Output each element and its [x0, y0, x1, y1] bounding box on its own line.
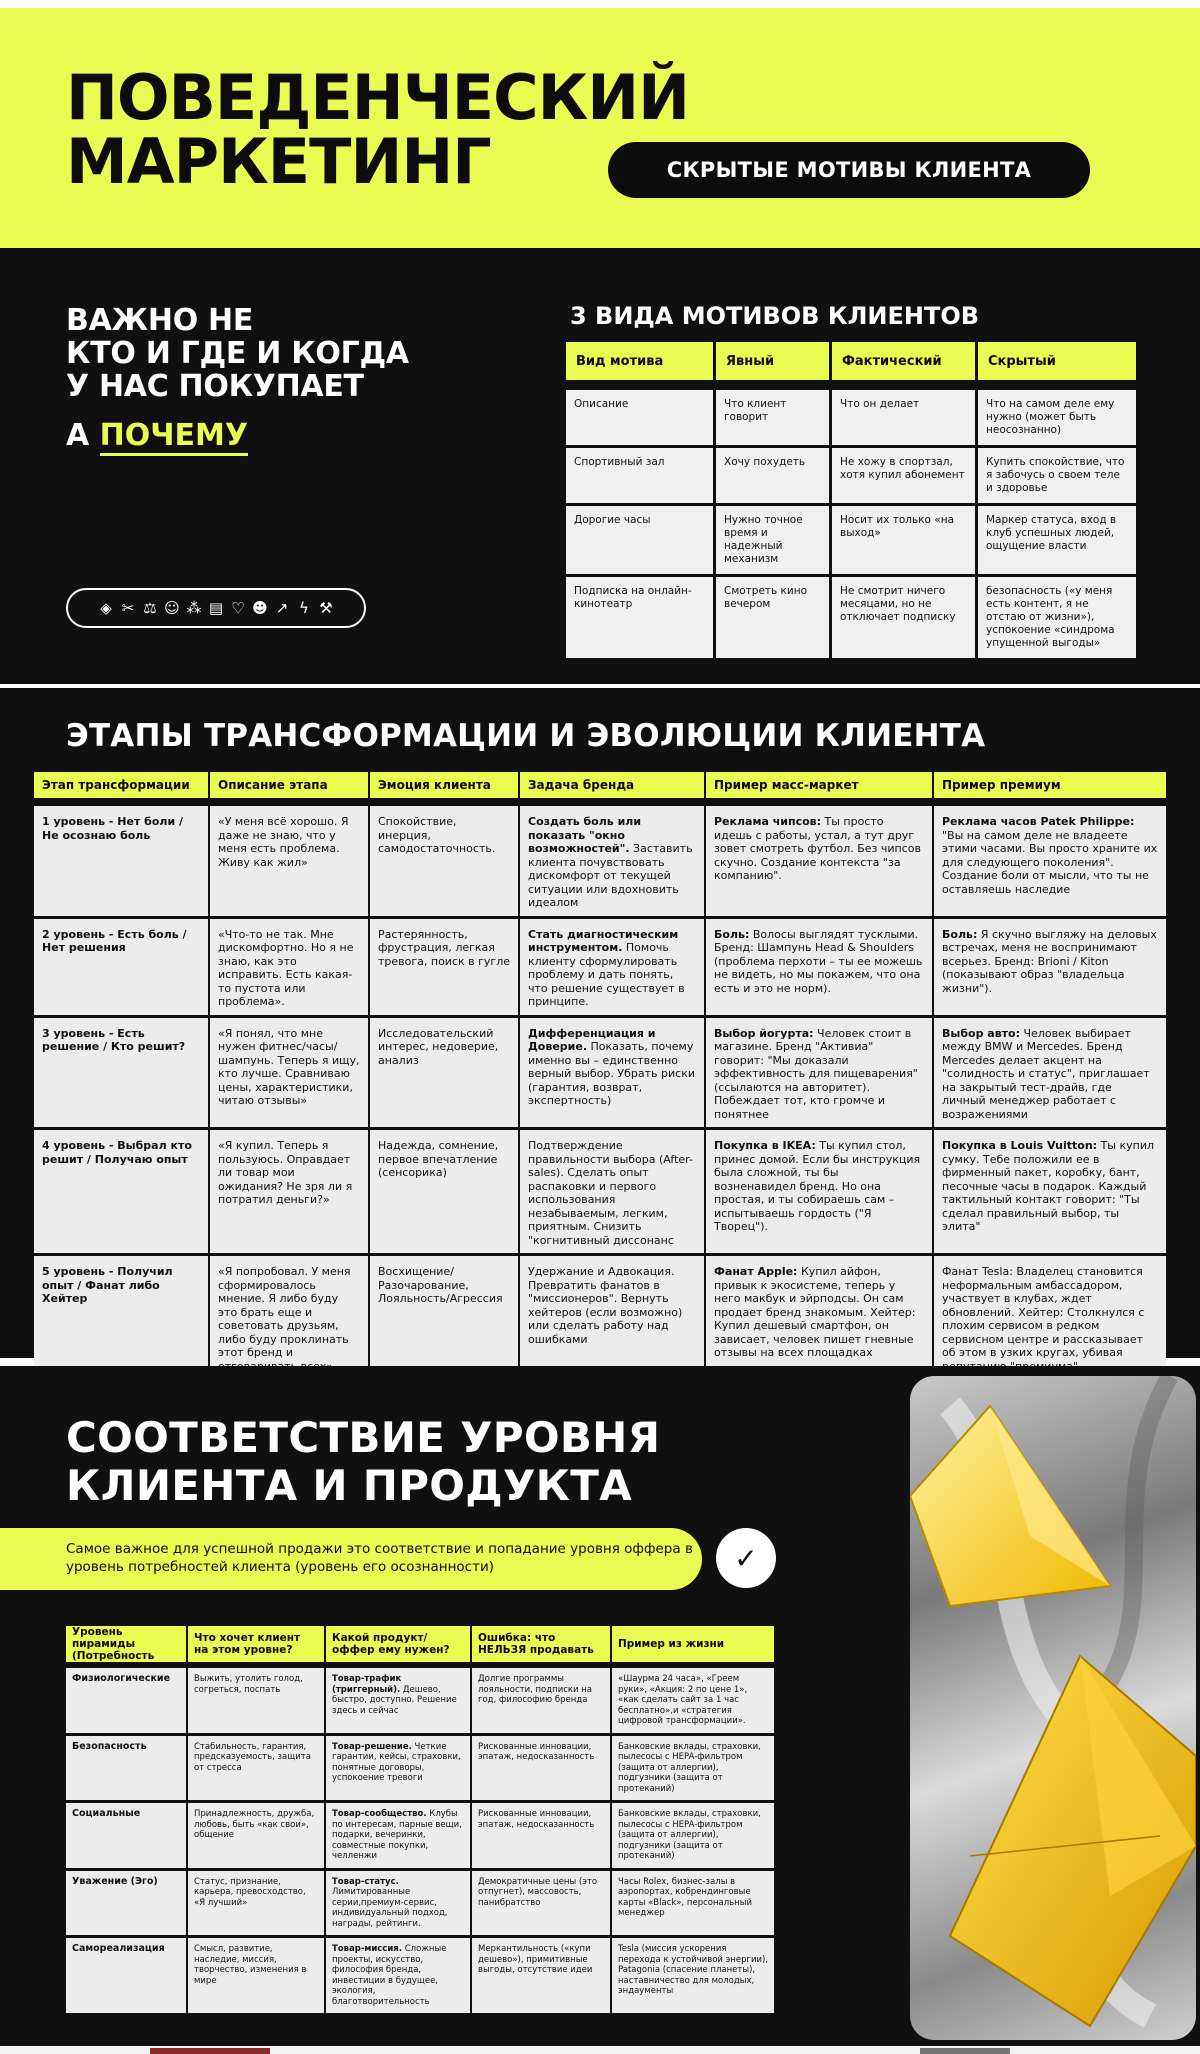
brand-task-cell — [520, 919, 706, 1018]
product-offer-text: Сложные проекты, искусство, философия бренда, инвестиции в будущее, экология, благотворительность — [332, 1944, 447, 2007]
stage-name-cell — [34, 919, 210, 1018]
mass-example-cell-text: Человек стоит в магазине. Бренд "Активиа" говорит: "Мы доказали эффективность для пищеварения"(ссылаются на авторитет). Побеждает тот, кто громче и понятнее — [714, 1026, 918, 1121]
table-cell: Описание — [566, 380, 716, 445]
table-row — [66, 1803, 774, 1871]
table-cell: Хочу похудеть — [716, 445, 832, 503]
motives-table-header — [566, 342, 1136, 380]
table-row — [34, 806, 1166, 919]
motives-section — [0, 248, 1200, 684]
brand-task-cell — [520, 1018, 706, 1131]
table-row — [566, 574, 1136, 658]
table-row — [566, 503, 1136, 574]
match-title-line-2: КЛИЕНТА И ПРОДУКТА — [66, 1461, 633, 1510]
product-offer-text: Четкие гарантии, кейсы, страховки, понятные договоры, успокоение тревоги — [332, 1741, 461, 1783]
premium-example-cell — [934, 1130, 1166, 1256]
stage-description-cell: «У меня всё хорошо. Я даже не знаю, что у меня есть проблема. Живу как жил» — [210, 806, 370, 919]
stages-header-cell: Задача бренда — [520, 772, 706, 806]
life-example-cell: «Шаурма 24 часа», «Греем руки», «Акция: 2 по цене 1», «как сделать сайт за 1 час бесплатно»,и «стратегия цифровой трансформации». — [612, 1668, 774, 1736]
brand-task-cell-text: Заставить клиента почувствовать дискомфорт от текущей ситуации или вдохновить идеалом — [528, 842, 693, 909]
motives-header-cell: Вид мотива — [566, 342, 716, 380]
table-row — [34, 919, 1166, 1018]
mistake-cell: Меркантильность («купи дешево»), примитивные выгоды, отсутствие идеи — [472, 1938, 612, 2016]
stages-header-cell: Эмоция клиента — [370, 772, 520, 806]
product-offer-cell — [326, 1803, 472, 1871]
table-cell: Что он делает — [832, 380, 978, 445]
stage-name-cell — [34, 1130, 210, 1256]
mass-example-cell-lead: Реклама чипсов: — [714, 815, 822, 828]
motives-header-cell: Явный — [716, 342, 832, 380]
stage-emotion-cell: Надежда, сомнение, первое впечатление (сенсорика) — [370, 1130, 520, 1256]
product-offer-text: Дешево, быстро, доступно. Решение здесь и сейчас — [332, 1684, 457, 1716]
product-offer-text: Клубы по интересам, парные вещи, подарки, вечеринки, совместные покупки, челленжи — [332, 1809, 462, 1861]
stage-name: 4 уровень - Выбрал кто решит / Получаю опыт — [42, 1139, 192, 1166]
stages-title: ЭТАПЫ ТРАНСФОРМАЦИИ И ЭВОЛЮЦИИ КЛИЕНТА — [66, 718, 986, 754]
life-example-cell: Банковские вклады, страховки, пылесосы с HEPA-фильтром (защита от аллергии), подгузники (защита от протеканий) — [612, 1736, 774, 1804]
page-title-line-1: ПОВЕДЕНЧЕСКИЙ — [66, 61, 690, 134]
table-row — [566, 380, 1136, 445]
mass-example-cell-lead: Выбор йогурта: — [714, 1026, 814, 1040]
page-title — [66, 61, 690, 198]
product-offer-cell — [326, 1871, 472, 1939]
mass-example-cell-text: Ты просто идешь с работы, устал, а тут друг зовет смотреть футбол. Без чипсов скучно. Создание контекста "за компанию". — [714, 815, 921, 882]
pyramid-icon — [910, 1376, 1196, 2040]
mass-example-cell-text: Купил айфон, привык к экосистеме, теперь у него макбук и эйрподсы. Он сам продает бренд знакомым. Хейтер: Купил дешевый смартфон, он зависает, человек пишет гневные отзывы на всех площадках — [714, 1265, 916, 1359]
pyramid-level-cell: Самореализация — [66, 1938, 188, 2016]
brand-task-cell-text: Подтверждение правильности выбора (After-sales). Сделать опыт распаковки и первого использования незабываемым, легким, приятным. Снизить "когнитивный диссонанс — [528, 1139, 693, 1247]
motives-table — [566, 342, 1136, 658]
mass-example-cell — [706, 806, 934, 919]
table-row — [66, 1736, 774, 1804]
brand-task-cell — [520, 1256, 706, 1382]
mass-example-cell — [706, 1256, 934, 1382]
stages-header-cell: Этап трансформации — [34, 772, 210, 806]
stage-description-cell: «Что-то не так. Мне дискомфортно. Но я не знаю, как это исправить. Есть какая-то пустота или проблема». — [210, 919, 370, 1018]
table-cell: Спортивный зал — [566, 445, 716, 503]
stage-emotion-cell: Спокойствие, инерция, самодостаточность. — [370, 806, 520, 919]
premium-example-cell — [934, 1018, 1166, 1131]
stage-name: 3 уровень - Есть решение / Кто решит? — [42, 1026, 186, 1053]
table-cell: безопасность («у меня есть контент, я не отстаю от жизни»), успокоение «синдрома упущенной выгоды» — [978, 574, 1136, 658]
why-highlight: ПОЧЕМУ — [100, 418, 248, 456]
table-cell: Подписка на онлайн-кинотеатр — [566, 574, 716, 658]
stage-description-cell: «Я понял, что мне нужен фитнес/часы/шампунь. Теперь я ищу, кто лучше. Сравниваю цены, характеристики, читаю отзывы» — [210, 1018, 370, 1131]
mistake-cell: Рискованные инновации, эпатаж, недосказанность — [472, 1736, 612, 1804]
heart-icon: ♡ — [231, 599, 245, 617]
product-offer-lead: Товар-статус. — [332, 1876, 399, 1887]
product-offer-cell — [326, 1938, 472, 2016]
motives-header-cell: Скрытый — [978, 342, 1136, 380]
mass-example-cell-text: Волосы выглядят тусклыми. Бренд: Шампунь Head & Shoulders (проблема перхоти – ты ее можешь не видеть, но мы покажем, что она есть и это не норм). — [714, 927, 923, 995]
mistake-cell: Рискованные инновации, эпатаж, недосказанность — [472, 1803, 612, 1871]
hero-banner — [0, 8, 1200, 248]
client-want-cell: Статус, признание, карьера, превосходство, «Я лучший» — [188, 1871, 326, 1939]
mass-example-cell — [706, 1130, 934, 1256]
premium-example-cell — [934, 1256, 1166, 1382]
why-line — [66, 418, 248, 453]
trend-icon: ↗ — [275, 599, 289, 617]
book-icon: ▤ — [208, 599, 224, 617]
table-row — [66, 1668, 774, 1736]
match-table — [66, 1626, 774, 2016]
premium-example-cell-lead: Боль: — [942, 927, 978, 941]
table-cell: Смотреть кино вечером — [716, 574, 832, 658]
match-table-header — [66, 1626, 774, 1668]
stage-name: 5 уровень - Получил опыт / Фанат либо Хейтер — [42, 1265, 173, 1305]
stage-name-cell — [34, 806, 210, 919]
bottom-strip — [0, 2046, 1200, 2054]
stages-table-header — [34, 772, 1166, 806]
icon-strip — [66, 588, 366, 628]
stage-emotion-cell: Восхищение/ Разочарование, Лояльность/Агрессия — [370, 1256, 520, 1382]
bolt-icon: ϟ — [299, 599, 309, 617]
stage-name-cell — [34, 1018, 210, 1131]
premium-example-cell-text: Фанат Tesla: Владелец становится неформальным амбассадором, участвует в клубах, ждет обновлений. Хейтер: Столкнулся с плохим сервисом в редком сервисном центре и рассказывает об этом в узких кругах, убивая — [942, 1265, 1145, 1359]
bottom-strip-accent — [150, 2048, 270, 2054]
pyramid-level-cell: Безопасность — [66, 1736, 188, 1804]
mass-example-cell-lead: Фанат Apple: — [714, 1265, 798, 1278]
stage-description-cell: «Я попробовал. У меня сформировалось мнение. Я либо буду это брать еще и советовать друзьям, либо буду проклинать этот бренд и — [210, 1256, 370, 1382]
table-cell: Не смотрит ничего месяцами, но не отключает подписку — [832, 574, 978, 658]
diamond-icon: ◈ — [100, 599, 112, 617]
page-title-line-2: МАРКЕТИНГ — [66, 125, 491, 198]
match-header-cell: Какой продукт/оффер ему нужен? — [326, 1626, 472, 1668]
motives-header-cell: Фактический — [832, 342, 978, 380]
why-prefix: А — [66, 418, 90, 453]
stages-section — [0, 688, 1200, 1358]
premium-example-cell — [934, 806, 1166, 919]
subtitle-pill: СКРЫТЫЕ МОТИВЫ КЛИЕНТА — [608, 142, 1090, 198]
table-row — [34, 1256, 1166, 1382]
brand-task-cell — [520, 1130, 706, 1256]
product-offer-lead: Товар-сообщество. — [332, 1809, 427, 1819]
stages-table — [34, 772, 1166, 1382]
pyramid-illustration — [910, 1376, 1196, 2040]
client-want-cell: Стабильность, гарантия, предсказуемость, защита от стресса — [188, 1736, 326, 1804]
nodes-icon: ⁂ — [186, 599, 202, 617]
motives-table-title: 3 ВИДА МОТИВОВ КЛИЕНТОВ — [570, 302, 980, 330]
stages-header-cell: Пример масс-маркет — [706, 772, 934, 806]
brand-task-cell-text: Показать, почему именно вы – единственно верный выбор. Убрать риски (гарантия, возврат, экспертность) — [528, 1040, 695, 1107]
premium-example-cell-text: Ты купил сумку. Тебе положили ее в фирменный пакет, коробку, бант, песочные часы в подарок. Каждый тактильный контакт говорит: "Ты сделал правильный выбор, ты элита" — [942, 1139, 1155, 1233]
table-cell: Купить спокойствие, что я забочусь о своем теле и здоровье — [978, 445, 1136, 503]
stage-emotion-cell: Растерянность, фрустрация, легкая тревога, поиск в гугле — [370, 919, 520, 1018]
product-offer-lead: Товар-миссия. — [332, 1944, 402, 1954]
mass-example-cell-lead: Покупка в IKEA: — [714, 1139, 816, 1152]
match-section — [0, 1366, 1200, 2046]
brand-task-cell — [520, 806, 706, 919]
stage-description-cell: «Я купил. Теперь я пользуюсь. Оправдает ли товар мои ожидания? Не зря ли я потратил деньги?» — [210, 1130, 370, 1256]
brand-task-cell-text: Удержание и Адвокация. Превратить фанатов в "миссионеров". Вернуть хейтеров (если возможно) или сделать работу над ошибками — [528, 1265, 683, 1346]
premium-example-cell-lead: Покупка в Louis Vuitton: — [942, 1139, 1098, 1152]
life-example-cell: Tesla (миссия ускорения перехода к устойчивой энергии), Patagonia (спасение планеты), наставничество для молодых, эндаументы — [612, 1938, 774, 2016]
stage-name: 1 уровень - Нет боли / Не осознаю боль — [42, 815, 184, 842]
life-example-cell: Часы Rolex, бизнес-залы в аэропортах, кобрендинговые карты «Black», персональный менеджер — [612, 1871, 774, 1939]
match-header-cell: Ошибка: что НЕЛЬЗЯ продавать — [472, 1626, 612, 1668]
match-header-cell: Уровень пирамиды (Потребность — [66, 1626, 188, 1668]
table-cell: Что клиент говорит — [716, 380, 832, 445]
mistake-cell: Долгие программы лояльности, подписки на год, философию бренда — [472, 1668, 612, 1736]
product-offer-lead: Товар-решение. — [332, 1741, 412, 1752]
match-title — [66, 1414, 660, 1510]
slogan-line-3: У НАС ПОКУПАЕТ — [66, 369, 364, 404]
client-want-cell: Выжить, утолить голод, согреться, поспать — [188, 1668, 326, 1736]
brand-task-cell-text: Помочь клиенту сформулировать проблему и дать понять, что решение существует в принципе. — [528, 941, 685, 1008]
table-cell: Дорогие часы — [566, 503, 716, 574]
match-title-line-1: СООТВЕТСТВИЕ УРОВНЯ — [66, 1413, 661, 1462]
table-row — [34, 1130, 1166, 1256]
user-icon: ☺ — [164, 599, 180, 617]
table-cell: Что на самом деле ему нужно (может быть неосознанно) — [978, 380, 1136, 445]
premium-example-cell-text: Человек выбирает между BMW и Mercedes. Бренд Mercedes делает акцент на "солидность и статус", приглашает на закрытый тест-драйв, где личный менеджер работает с возражениями — [942, 1026, 1150, 1121]
stage-name: 2 уровень - Есть боль / Нет решения — [42, 927, 187, 954]
table-row — [34, 1018, 1166, 1131]
tools-icon: ✂ — [121, 599, 135, 617]
brand-task-cell-lead: Создать боль или показать "окно возможностей". — [528, 815, 642, 855]
mass-example-cell — [706, 1018, 934, 1131]
stages-header-cell: Пример премиум — [934, 772, 1166, 806]
mass-example-cell-text: Ты купил стол, принес домой. Если бы инструкция была сложной, ты бы возненавидел бренд. Но она простая, и ты собираешь сам – испытываешь гордость ("Я Творец"). — [714, 1139, 921, 1233]
premium-example-cell-text: Я скучно выгляжу на деловых встречах, меня не воспринимают всерьез. Бренд: Brioni / Kiton (показывают образ "владельца жизни"). — [942, 927, 1157, 995]
premium-example-cell-lead: Выбор авто: — [942, 1026, 1020, 1040]
mass-example-cell — [706, 919, 934, 1018]
stage-emotion-cell: Исследовательский интерес, недоверие, анализ — [370, 1018, 520, 1131]
pyramid-level-cell: Социальные — [66, 1803, 188, 1871]
slogan-line-1: ВАЖНО НЕ — [66, 303, 254, 338]
slogan-line-2: КТО И ГДЕ И КОГДА — [66, 336, 409, 371]
premium-example-cell-text: "Вы на самом деле не владеете этими часами. Вы просто храните их для следующего поколения". Создание боли от мысли, что ты не оставляешь наследие — [942, 828, 1158, 896]
table-row — [566, 445, 1136, 503]
stages-header-cell: Описание этапа — [210, 772, 370, 806]
mass-example-cell-lead: Боль: — [714, 927, 750, 941]
table-cell: Носит их только «на выход» — [832, 503, 978, 574]
product-offer-cell — [326, 1736, 472, 1804]
premium-example-cell-lead: Реклама часов Patek Philippe: — [942, 815, 1135, 828]
bottom-strip-marker — [920, 2048, 1010, 2054]
hammer-icon: ⚒ — [319, 599, 333, 617]
match-header-cell: Что хочет клиент на этом уровне? — [188, 1626, 326, 1668]
table-cell: Нужно точное время и надежный механизм — [716, 503, 832, 574]
product-offer-cell — [326, 1668, 472, 1736]
product-offer-lead: Товар-трафик (триггерный). — [332, 1674, 402, 1695]
lead-banner: Самое важное для успешной продажи это соответствие и попадание уровня оффера в уровень потребностей клиента (уровень его осознанности) — [0, 1528, 702, 1590]
brand-task-cell-lead: Дифференциация и Доверие. — [528, 1026, 656, 1053]
scales-icon: ⚖ — [143, 599, 157, 617]
mistake-cell: Демократичные цены (это отпугнет), массовость, панибратство — [472, 1871, 612, 1939]
table-row — [66, 1871, 774, 1939]
table-row — [66, 1938, 774, 2016]
smile-icon: ☻ — [252, 599, 268, 617]
product-offer-text: Лимитированные серии,премиум-сервис, индивидуальный подход, награды, рейтинги. — [332, 1887, 448, 1929]
premium-example-cell — [934, 919, 1166, 1018]
brand-task-cell-lead: Стать диагностическим инструментом. — [528, 927, 679, 954]
stage-name-cell — [34, 1256, 210, 1382]
client-want-cell: Смысл, развитие, наследие, миссия, творчество, изменения в мире — [188, 1938, 326, 2016]
pyramid-level-cell: Уважение (Эго) — [66, 1871, 188, 1939]
table-cell: Не хожу в спортзал, хотя купил абонемент — [832, 445, 978, 503]
life-example-cell: Банковские вклады, страховки, пылесосы с HEPA-фильтром (защита от аллергии), подгузники (защита от протеканий) — [612, 1803, 774, 1871]
match-header-cell: Пример из жизни — [612, 1626, 774, 1668]
pyramid-level-cell: Физиологические — [66, 1668, 188, 1736]
slogan — [66, 304, 409, 403]
table-cell: Маркер статуса, вход в клуб успешных людей, ощущение власти — [978, 503, 1136, 574]
client-want-cell: Принадлежность, дружба, любовь, быть «как свои», общение — [188, 1803, 326, 1871]
checkmark-icon: ✓ — [716, 1528, 776, 1588]
